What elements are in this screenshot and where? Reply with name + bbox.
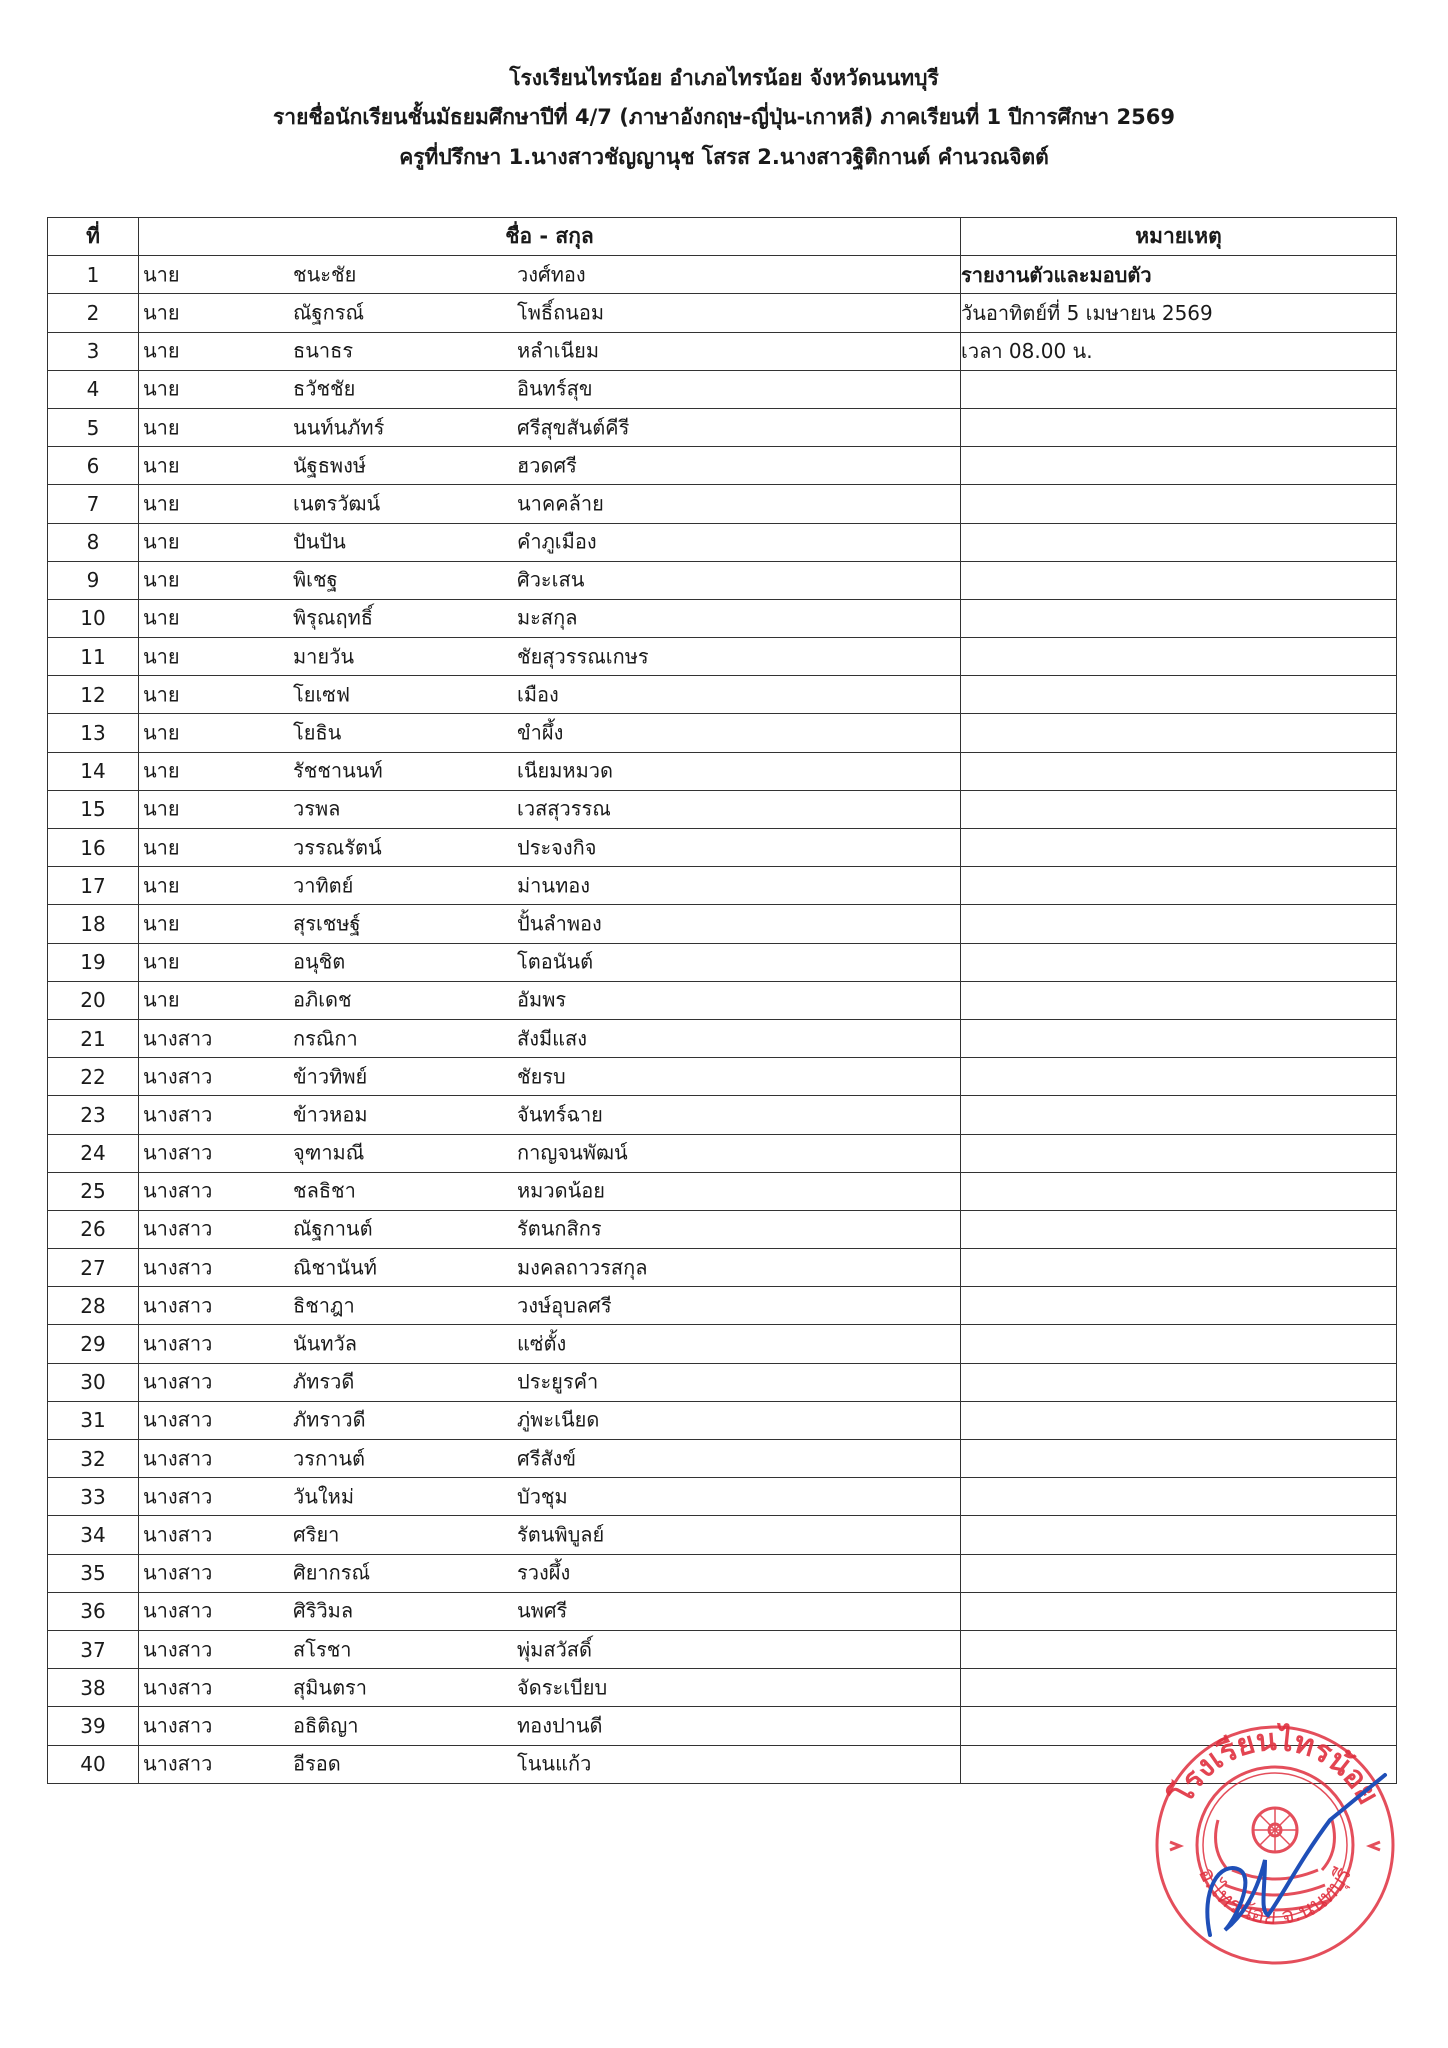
- first-name: ศิยากรณ์: [293, 1560, 371, 1585]
- last-name: แซ่ตั้ง: [517, 1331, 567, 1356]
- row-number: 1: [48, 256, 139, 294]
- student-name-cell: [139, 1134, 961, 1172]
- row-number: 7: [48, 485, 139, 523]
- remark-cell: [961, 905, 1397, 943]
- table-row: [48, 1478, 1397, 1516]
- last-name: กาญจนพัฒน์: [517, 1140, 628, 1165]
- school-title: โรงเรียนไทรน้อย อำเภอไทรน้อย จังหวัดนนทบุรี: [509, 66, 939, 90]
- last-name: อินทร์สุข: [517, 376, 593, 401]
- row-number: 5: [48, 408, 139, 446]
- first-name: ภัทราวดี: [293, 1407, 366, 1432]
- name-title: นางสาว: [143, 1178, 213, 1203]
- remark-cell: [961, 1592, 1397, 1630]
- remark-cell: [961, 1516, 1397, 1554]
- row-number: 10: [48, 599, 139, 637]
- table-row: [48, 1096, 1397, 1134]
- table-header-row: [48, 218, 1397, 256]
- name-title: นาย: [143, 338, 180, 363]
- remark-cell: [961, 1401, 1397, 1439]
- name-title: นาย: [143, 758, 180, 783]
- first-name: ภัทรวดี: [293, 1369, 355, 1394]
- student-name-cell: [139, 1745, 961, 1783]
- remark-cell: เวลา 08.00 น.: [961, 332, 1397, 370]
- last-name: นพศรี: [517, 1598, 568, 1623]
- first-name: โยธิน: [293, 720, 342, 745]
- remark-cell: [961, 943, 1397, 981]
- student-name-cell: [139, 599, 961, 637]
- row-number: 28: [48, 1287, 139, 1325]
- student-name-cell: [139, 1325, 961, 1363]
- name-title: นางสาว: [143, 1140, 213, 1165]
- last-name: จันทร์ฉาย: [517, 1102, 603, 1127]
- table-row: [48, 1630, 1397, 1668]
- name-title: นางสาว: [143, 1331, 213, 1356]
- name-title: นางสาว: [143, 1484, 213, 1509]
- row-number: 30: [48, 1363, 139, 1401]
- row-number: 31: [48, 1401, 139, 1439]
- row-number: 2: [48, 294, 139, 332]
- name-title: นาย: [143, 453, 180, 478]
- remark-cell: [961, 561, 1397, 599]
- student-name-cell: [139, 1478, 961, 1516]
- name-title: นาย: [143, 949, 180, 974]
- row-number: 34: [48, 1516, 139, 1554]
- first-name: กรณิกา: [293, 1025, 358, 1050]
- table-row: [48, 561, 1397, 599]
- row-number: 32: [48, 1440, 139, 1478]
- first-name: นนท์นภัทร์: [293, 414, 385, 439]
- remark-cell: [961, 1134, 1397, 1172]
- last-name: ศิวะเสน: [517, 567, 585, 592]
- first-name: ธวัชชัย: [293, 376, 356, 401]
- table-row: [48, 1249, 1397, 1287]
- first-name: วรพล: [293, 796, 341, 821]
- row-number: 24: [48, 1134, 139, 1172]
- first-name: จุฑามณี: [293, 1140, 365, 1165]
- first-name: สโรชา: [293, 1636, 352, 1661]
- row-number: 29: [48, 1325, 139, 1363]
- student-name-cell: [139, 752, 961, 790]
- student-name-cell: [139, 1516, 961, 1554]
- row-number: 23: [48, 1096, 139, 1134]
- name-title: นาย: [143, 300, 180, 325]
- remark-cell: [961, 1363, 1397, 1401]
- first-name: ศริยา: [293, 1522, 340, 1547]
- table-row: [48, 408, 1397, 446]
- remark-cell: [961, 1249, 1397, 1287]
- remark-cell: [961, 867, 1397, 905]
- table-row: [48, 256, 1397, 294]
- student-name-cell: [139, 332, 961, 370]
- table-row: [48, 1516, 1397, 1554]
- student-name-cell: [139, 1096, 961, 1134]
- row-number: 26: [48, 1210, 139, 1248]
- row-number: 6: [48, 447, 139, 485]
- name-title: นาย: [143, 720, 180, 745]
- remark-cell: [961, 1630, 1397, 1668]
- table-row: [48, 676, 1397, 714]
- student-name-cell: [139, 981, 961, 1019]
- table-row: [48, 1363, 1397, 1401]
- last-name: เวสสุวรรณ: [517, 796, 611, 821]
- last-name: บัวชุม: [517, 1484, 568, 1509]
- first-name: พิรุณฤทธิ์: [293, 605, 373, 630]
- remark-cell: [961, 485, 1397, 523]
- remark-cell: [961, 1478, 1397, 1516]
- first-name: วรรณรัตน์: [293, 834, 382, 859]
- remark-cell: [961, 1019, 1397, 1057]
- last-name: ศรีสังข์: [517, 1445, 577, 1470]
- student-name-cell: [139, 1630, 961, 1668]
- last-name: ขำผึ้ง: [517, 720, 564, 745]
- student-name-cell: [139, 485, 961, 523]
- name-title: นางสาว: [143, 1598, 213, 1623]
- class-list-title: รายชื่อนักเรียนชั้นมัธยมศึกษาปีที่ 4/7 (ภาษาอังกฤษ-ญี่ปุ่น-เกาหลี) ภาคเรียนที่ 1 ปีการศึกษา 2569: [273, 105, 1175, 129]
- first-name: เนตรวัฒน์: [293, 491, 381, 516]
- row-number: 4: [48, 370, 139, 408]
- first-name: ณิชานันท์: [293, 1255, 377, 1280]
- last-name: ชัยรบ: [517, 1064, 566, 1089]
- table-row: [48, 905, 1397, 943]
- table-row: [48, 447, 1397, 485]
- name-title: นางสาว: [143, 1369, 213, 1394]
- student-name-cell: [139, 1363, 961, 1401]
- table-row: [48, 714, 1397, 752]
- student-name-cell: [139, 1440, 961, 1478]
- last-name: หมวดน้อย: [517, 1178, 605, 1203]
- row-number: 8: [48, 523, 139, 561]
- name-title: นาย: [143, 682, 180, 707]
- last-name: คำภูเมือง: [517, 529, 597, 554]
- table-row: [48, 638, 1397, 676]
- last-name: โนนแก้ว: [517, 1751, 592, 1776]
- first-name: ข้าวทิพย์: [293, 1064, 368, 1089]
- remark-cell: [961, 408, 1397, 446]
- name-title: นางสาว: [143, 1445, 213, 1470]
- first-name: วรกานต์: [293, 1445, 365, 1470]
- last-name: ประยูรคำ: [517, 1369, 599, 1394]
- name-title: นางสาว: [143, 1407, 213, 1432]
- name-title: นาย: [143, 376, 180, 401]
- row-number: 16: [48, 829, 139, 867]
- remark-cell: [961, 599, 1397, 637]
- table-row: [48, 332, 1397, 370]
- student-name-cell: [139, 1554, 961, 1592]
- last-name: รัตนกสิกร: [517, 1216, 602, 1241]
- last-name: ปั้นลำพอง: [517, 911, 602, 936]
- remark-cell: [961, 1554, 1397, 1592]
- student-name-cell: [139, 1592, 961, 1630]
- name-title: นาย: [143, 644, 180, 669]
- remark-cell: [961, 829, 1397, 867]
- remark-cell: [961, 981, 1397, 1019]
- column-header-no: ที่: [48, 218, 139, 256]
- row-number: 27: [48, 1249, 139, 1287]
- first-name: ณัฐกรณ์: [293, 300, 364, 325]
- seal-top-text: โรงเรียนไทรน้อย: [1164, 1722, 1386, 1811]
- last-name: ฮวดศรี: [517, 453, 577, 478]
- student-name-cell: [139, 676, 961, 714]
- student-name-cell: [139, 447, 961, 485]
- remark-cell: วันอาทิตย์ที่ 5 เมษายน 2569: [961, 294, 1397, 332]
- name-title: นาย: [143, 911, 180, 936]
- table-row: [48, 867, 1397, 905]
- name-title: นางสาว: [143, 1522, 213, 1547]
- student-name-cell: [139, 1401, 961, 1439]
- name-title: นาย: [143, 834, 180, 859]
- table-row: [48, 1440, 1397, 1478]
- name-title: นาย: [143, 796, 180, 821]
- table-row: [48, 1287, 1397, 1325]
- student-name-cell: [139, 1707, 961, 1745]
- row-number: 18: [48, 905, 139, 943]
- last-name: สังมีแสง: [517, 1025, 588, 1050]
- remark-cell: [961, 676, 1397, 714]
- remark-cell: [961, 523, 1397, 561]
- row-number: 11: [48, 638, 139, 676]
- table-row: [48, 294, 1397, 332]
- table-row: [48, 1134, 1397, 1172]
- name-title: นาย: [143, 873, 180, 898]
- table-row: [48, 1019, 1397, 1057]
- first-name: ธนาธร: [293, 338, 354, 363]
- name-title: นาย: [143, 491, 180, 516]
- last-name: โพธิ์ถนอม: [517, 300, 605, 325]
- remark-cell: [961, 1669, 1397, 1707]
- last-name: รัตนพิบูลย์: [517, 1522, 605, 1547]
- table-row: [48, 1210, 1397, 1248]
- remark-cell: [961, 752, 1397, 790]
- last-name: ม่านทอง: [517, 873, 591, 898]
- first-name: ศิริวิมล: [293, 1598, 354, 1623]
- student-name-cell: [139, 1019, 961, 1057]
- table-row: [48, 370, 1397, 408]
- last-name: วงศ์ทอง: [517, 262, 586, 287]
- table-row: [48, 981, 1397, 1019]
- name-title: นางสาว: [143, 1293, 213, 1318]
- table-row: [48, 1592, 1397, 1630]
- row-number: 3: [48, 332, 139, 370]
- name-title: นางสาว: [143, 1675, 213, 1700]
- student-name-cell: [139, 714, 961, 752]
- remark-cell: [961, 638, 1397, 676]
- last-name: ชัยสุวรรณเกษร: [517, 644, 649, 669]
- first-name: รัชชานนท์: [293, 758, 383, 783]
- row-number: 36: [48, 1592, 139, 1630]
- row-number: 9: [48, 561, 139, 599]
- last-name: ภู่พะเนียด: [517, 1407, 600, 1432]
- first-name: ณัฐกานต์: [293, 1216, 373, 1241]
- table-row: [48, 1172, 1397, 1210]
- first-name: อธิติญา: [293, 1713, 359, 1738]
- table-row: [48, 1325, 1397, 1363]
- first-name: นัฐธพงษ์: [293, 453, 367, 478]
- student-name-cell: [139, 370, 961, 408]
- row-number: 40: [48, 1745, 139, 1783]
- student-name-cell: [139, 408, 961, 446]
- student-name-cell: [139, 905, 961, 943]
- first-name: อีรอด: [293, 1751, 341, 1776]
- last-name: นาคคล้าย: [517, 491, 604, 516]
- first-name: ธิชาฎา: [293, 1293, 355, 1318]
- table-row: [48, 1058, 1397, 1096]
- student-name-cell: [139, 638, 961, 676]
- remark-cell: [961, 1325, 1397, 1363]
- first-name: ชนะชัย: [293, 262, 357, 287]
- remark-cell: [961, 790, 1397, 828]
- student-name-cell: [139, 867, 961, 905]
- seal-bottom-text: อ.ไทรน้อย จ.นนทบุรี: [1193, 1863, 1357, 1931]
- row-number: 17: [48, 867, 139, 905]
- last-name: พุ่มสวัสดิ์: [517, 1636, 592, 1661]
- school-seal-stamp: [1140, 1710, 1410, 1980]
- last-name: มงคลถาวรสกุล: [517, 1255, 648, 1280]
- first-name: วาทิตย์: [293, 873, 354, 898]
- student-name-cell: [139, 1249, 961, 1287]
- row-number: 33: [48, 1478, 139, 1516]
- student-name-cell: [139, 1287, 961, 1325]
- name-title: นางสาว: [143, 1102, 213, 1127]
- last-name: โตอนันต์: [517, 949, 594, 974]
- remark-cell: [961, 370, 1397, 408]
- last-name: ศรีสุขสันต์คีรี: [517, 414, 630, 439]
- remark-cell: รายงานตัวและมอบตัว: [961, 256, 1397, 294]
- column-header-remark: หมายเหตุ: [961, 218, 1397, 256]
- student-name-cell: [139, 1172, 961, 1210]
- name-title: นาย: [143, 605, 180, 630]
- remark-cell: [961, 1440, 1397, 1478]
- first-name: วันใหม่: [293, 1484, 355, 1509]
- student-name-cell: [139, 1669, 961, 1707]
- name-title: นาย: [143, 987, 180, 1012]
- last-name: ทองปานดี: [517, 1713, 603, 1738]
- last-name: วงษ์อุบลศรี: [517, 1293, 612, 1318]
- row-number: 12: [48, 676, 139, 714]
- last-name: ประจงกิจ: [517, 834, 597, 859]
- remark-cell: [961, 1096, 1397, 1134]
- name-title: นางสาว: [143, 1636, 213, 1661]
- name-title: นาย: [143, 414, 180, 439]
- last-name: เมือง: [517, 682, 559, 707]
- first-name: ชลธิชา: [293, 1178, 356, 1203]
- row-number: 14: [48, 752, 139, 790]
- table-row: [48, 790, 1397, 828]
- first-name: สุมินตรา: [293, 1675, 368, 1700]
- row-number: 13: [48, 714, 139, 752]
- last-name: จัดระเบียบ: [517, 1675, 608, 1700]
- name-title: นางสาว: [143, 1064, 213, 1089]
- table-row: [48, 485, 1397, 523]
- name-title: นางสาว: [143, 1560, 213, 1585]
- student-name-cell: [139, 1058, 961, 1096]
- name-title: นาย: [143, 567, 180, 592]
- name-title: นางสาว: [143, 1713, 213, 1738]
- table-row: [48, 1401, 1397, 1439]
- name-title: นางสาว: [143, 1751, 213, 1776]
- row-number: 37: [48, 1630, 139, 1668]
- student-roster-table: [47, 217, 1397, 1784]
- row-number: 38: [48, 1669, 139, 1707]
- student-name-cell: [139, 561, 961, 599]
- table-row: [48, 752, 1397, 790]
- row-number: 25: [48, 1172, 139, 1210]
- student-name-cell: [139, 829, 961, 867]
- student-name-cell: [139, 1210, 961, 1248]
- remark-cell: [961, 1287, 1397, 1325]
- first-name: มายวัน: [293, 644, 355, 669]
- last-name: อัมพร: [517, 987, 567, 1012]
- first-name: สุรเชษฐ์: [293, 911, 361, 936]
- remark-cell: [961, 1172, 1397, 1210]
- student-name-cell: [139, 523, 961, 561]
- first-name: ปันปัน: [293, 529, 346, 554]
- first-name: โยเซฟ: [293, 682, 351, 707]
- row-number: 20: [48, 981, 139, 1019]
- first-name: อภิเดช: [293, 987, 352, 1012]
- last-name: หลำเนียม: [517, 338, 600, 363]
- remark-cell: [961, 1058, 1397, 1096]
- row-number: 35: [48, 1554, 139, 1592]
- student-name-cell: [139, 943, 961, 981]
- student-name-cell: [139, 294, 961, 332]
- last-name: มะสกุล: [517, 605, 578, 630]
- remark-cell: [961, 447, 1397, 485]
- row-number: 21: [48, 1019, 139, 1057]
- remark-cell: [961, 714, 1397, 752]
- name-title: นางสาว: [143, 1255, 213, 1280]
- table-row: [48, 1554, 1397, 1592]
- last-name: รวงผึ้ง: [517, 1560, 571, 1585]
- last-name: เนียมหมวด: [517, 758, 613, 783]
- first-name: นันทวัล: [293, 1331, 358, 1356]
- remark-cell: [961, 1210, 1397, 1248]
- name-title: นาย: [143, 262, 180, 287]
- name-title: นาย: [143, 529, 180, 554]
- table-row: [48, 599, 1397, 637]
- advisors-line: ครูที่ปรึกษา 1.นางสาวชัญญานุช โสรส 2.นางสาวฐิติกานต์ คำนวณจิตต์: [399, 145, 1049, 169]
- first-name: ข้าวหอม: [293, 1102, 368, 1127]
- row-number: 39: [48, 1707, 139, 1745]
- column-header-name: ชื่อ - สกุล: [139, 218, 961, 256]
- row-number: 19: [48, 943, 139, 981]
- row-number: 15: [48, 790, 139, 828]
- table-row: [48, 523, 1397, 561]
- table-row: [48, 943, 1397, 981]
- name-title: นางสาว: [143, 1216, 213, 1241]
- table-row: [48, 1669, 1397, 1707]
- student-name-cell: [139, 790, 961, 828]
- table-row: [48, 829, 1397, 867]
- first-name: พิเชฐ: [293, 567, 338, 592]
- name-title: นางสาว: [143, 1025, 213, 1050]
- row-number: 22: [48, 1058, 139, 1096]
- first-name: อนุชิต: [293, 949, 346, 974]
- roster-body: [48, 256, 1397, 1784]
- student-name-cell: [139, 256, 961, 294]
